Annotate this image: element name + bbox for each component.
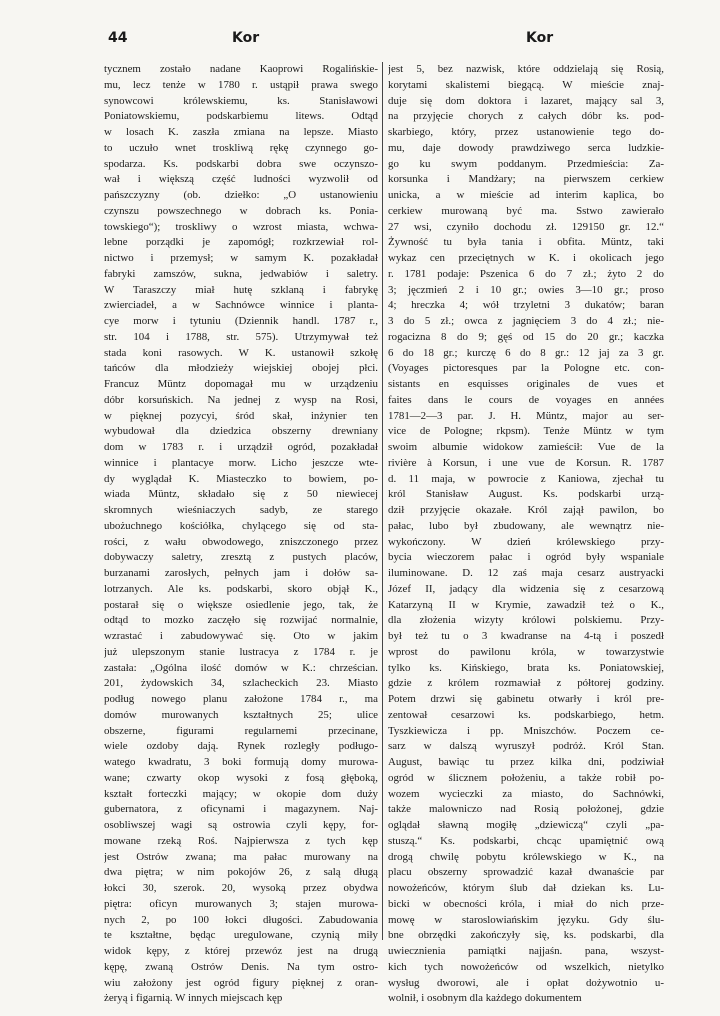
text-line: wybudował dla dziedzica obszerny drewniany	[104, 425, 378, 438]
text-line: obszerne, figurami regularnemi przecinane,	[104, 724, 378, 737]
text-line: stada koni rasowych. W K. ustanowił szkołę	[104, 346, 378, 359]
page-header	[0, 30, 720, 54]
text-line: 201, żydowskich 34, szlacheckich 23. Miasto	[104, 677, 378, 690]
text-line: domów murowanych kształtnych 25; ulice	[104, 708, 378, 721]
text-line: korytami skalistemi biegącą. W mieście znaj-	[388, 78, 664, 91]
text-line: dom w 1783 r. i urządził ogród, pozakładał	[104, 441, 378, 453]
text-line: kich tych nowożeńców od wszelkich, nietylko	[388, 960, 664, 973]
text-line: już ulepszonym stanie lustracya z 1784 r. je	[104, 645, 378, 658]
text-line: skromnych wieśniaczych sadyb, ze starego	[104, 504, 378, 516]
text-line: postarał się o większe osiedlenie jego, tak, że	[104, 598, 378, 611]
text-line: osobliwszej wagi są ostrowia czyli kępy, for-	[104, 819, 378, 831]
text-line: także malowniczo nad Rosią położonej, gdzie	[388, 803, 664, 816]
text-line: widok kępy, z której przewóz jest na drugą	[104, 945, 378, 957]
text-line: kształt forteczki mający; w okopie dom duży	[104, 787, 378, 800]
running-head-left: Kor	[232, 30, 260, 46]
text-line: synowcowi królewskiemu, ks. Stanisławowi	[104, 94, 378, 107]
text-line: kępę, zwaną Ostrów Denis. Na tym ostro-	[104, 960, 378, 973]
text-line: bne obrzędki zakończyły się, ks. podskarbi, dla	[388, 929, 664, 942]
text-line: łokci 30, szerok. 20, wysoką przez obydwa	[104, 882, 378, 894]
text-line: skarbiego, który, przez ustanowienie tego do-	[388, 126, 664, 138]
running-head-right: Kor	[526, 30, 554, 46]
text-line: pańszczyzny (ob. dziełko: „O ustanowieniu	[104, 189, 378, 201]
text-line: mowę w staroslowiańskim języku. Gdy ślu-	[388, 913, 664, 926]
text-line: król Stanisław August. Ks. podskarbi urzą-	[388, 488, 664, 501]
text-line: korsunka i Mandżary; na pierwszem cerkiew	[388, 173, 664, 186]
text-line: Francuz Müntz dopomagał mu w urządzeniu	[104, 378, 378, 390]
text-line: zwierciadeł, a w Sachnówce winnice i planta-	[104, 299, 378, 312]
text-line: na przyjęcie chorych z całych dóbr ks. pod-	[388, 110, 664, 123]
text-line: Potem drzwi się gabinetu otwarły i król pre-	[388, 693, 664, 705]
text-line: nych 2, po 100 łokci długości. Zabudowania	[104, 913, 378, 926]
text-line: żeryą i figarnią. W innych miejscach kęp	[104, 992, 283, 1005]
text-line: sarz w dalszą wyruszył podróż. Król Stan.	[388, 740, 664, 753]
text-line: ubożuchnego kościółka, chylącego się od sta-	[104, 519, 378, 532]
text-line: burzanami zarosłych, pełnych jam i dołów sa-	[104, 567, 378, 579]
text-line: swoim albumie widokow zamieścił: Vue de la	[388, 441, 664, 453]
text-line: dla złożenia wizyty królowi polskiemu. Przy-	[388, 614, 664, 627]
text-line: bicki w obecności króla, i miał do nich prze-	[388, 897, 664, 910]
text-line: jest Ostrów zwana; ma pałac murowany na	[104, 850, 378, 863]
text-line: w pięknej pozycyi, śród skał, inżynier ten	[104, 409, 378, 422]
text-line: wykończony. W dzień królewskiego przy-	[388, 535, 664, 548]
text-line: r. 1781 podaje: Pszenica 6 do 7 zł.; żyto 2 do	[388, 267, 664, 280]
text-line: lebne porządki je zapomógł; rozkrzewiał rol-	[104, 236, 378, 249]
text-line: (Voyages pictoresques par la Pologne etc. con-	[388, 362, 664, 375]
text-line: rości, z wału obwodowego, zniszczonego przez	[104, 535, 378, 548]
text-line: wykaz cen przeciętnych w K. i okolicach jego	[388, 252, 664, 264]
text-line: sistants en esquisses originales de vues et	[388, 378, 664, 390]
text-line: te kształtne, będąc uregulowane, czynią miły	[104, 929, 378, 942]
text-line: placu obszerny sprowadzić kazał dwanaście par	[388, 866, 664, 879]
text-line: cerkiew murowaną być ma. Sstwo zawierało	[388, 204, 664, 217]
text-line: drogą chwilę pobytu królewskiego w K., na	[388, 850, 664, 863]
text-line: gubernatora, z oficynami i magazynem. Naj-	[104, 803, 378, 816]
text-line: Żywność tu była tania i obfita. Müntz, taki	[388, 236, 664, 249]
text-line: cye morw i tytuniu (Dziennik handl. 1787 r.,	[104, 315, 378, 327]
text-line: 6 do 18 gr.; kurczę 6 do 8 gr.: 12 jaj za 3 gr.	[388, 346, 664, 359]
text-line: oglądał sławną mogiłę „dziewiczą“ czyli „pa-	[388, 819, 664, 831]
text-line: Józef II, jadący dla widzenia się z cesarzową	[388, 582, 664, 595]
text-line: mowane rzeką Roś. Najpierwsza z tych kęp	[104, 834, 378, 847]
text-line: August, bawiąc tu przez kilka dni, podziwiał	[388, 756, 664, 768]
text-line: dy wyglądał K. Miasteczko to bowiem, po-	[104, 472, 378, 485]
text-line: dził przyjęcie okazałe. Król zajął pawilon, bo	[388, 504, 664, 516]
text-line: piętra: oficyn murowanych 3; stajen murowa-	[104, 897, 378, 910]
text-line: dóbr korsuńskich. Na jednej z wysp na Rosi,	[104, 393, 378, 406]
text-line: mu, lecz tenże w 1780 r. ustąpił prawa swego	[104, 78, 378, 91]
text-line: 1781—2—3 par. J. H. Müntz, major au ser-	[388, 409, 664, 422]
text-line: d. 11 maja, w powrocie z Kaniowa, zjechał tu	[388, 472, 664, 485]
text-line: uwiecznienia pamiątki najjaśn. pana, wszyst-	[388, 945, 664, 957]
text-line: rogacizna 8 do 9; gęś od 15 do 20 gr.; kaczka	[388, 330, 664, 343]
text-line: bycia wieczorem pałac i ogród były wspaniale	[388, 551, 664, 564]
text-line: wane; czwarty okop wysoki z fosą głęboką,	[104, 771, 378, 784]
text-line: duje się dom doktora i lazaret, mający sal 3,	[388, 94, 664, 107]
text-line: zastała: „Ogólna ilość domów w K.: chrześcian.	[104, 661, 378, 674]
text-line: nictwo i przemysł; w samym K. pozakładał	[104, 252, 378, 264]
text-line: 27 wsi, czyniło dochodu zł. 129150 gr. 12.“	[388, 220, 664, 233]
text-line: dobywaczy saletry, zresztą z pustych placów,	[104, 551, 378, 564]
text-line: lotrzanych. Ale ks. podskarbi, skoro objął K.,	[104, 582, 378, 595]
text-line: Tyszkiewicza i pp. Mniszchów. Poczem ce-	[388, 724, 664, 737]
text-line: tycznem zostało nadane Kaoprowi Rogalińskie-	[104, 63, 378, 75]
text-line: ogród w ślicznem położeniu, a także robił po-	[388, 771, 664, 784]
text-line: wiele ozdoby dają. Rynek rozległy podługo-	[104, 740, 378, 753]
page-number: 44	[108, 30, 128, 46]
text-line: wprost do pawilonu króla, w towarzystwie	[388, 645, 664, 658]
text-line: dwa piętra; w nim pokojów 26, z salą długą	[104, 866, 378, 879]
text-line: pałac, lubo był zbudowany, ale wewnątrz nie-	[388, 519, 664, 532]
text-line: 3 do 5 zł.; owca z jagnięciem 3 do 4 zł.; nie-	[388, 315, 664, 327]
text-line: czynszu powszechnego w dobrach ks. Ponia-	[104, 204, 378, 217]
text-line: spodarza. Ks. podskarbi dobra swe oczynszo-	[104, 157, 378, 170]
text-line: wysług dworowi, ale i opłat dożywotnio u-	[388, 976, 664, 989]
text-line: gdzie z królem rozmawiał z półtorej godziny.	[388, 677, 664, 690]
text-line: to uczuło wnet troskliwą rękę czynnego go-	[104, 141, 378, 154]
text-line: był też tu o 3 kwadranse na 4-tą i poszedł	[388, 630, 664, 642]
text-line: odtąd to mozko zaczęło się rozwijać normalnie,	[104, 614, 378, 627]
text-line: wozem wycieczki za miasto, do Sachnówki,	[388, 787, 664, 800]
text-line: faites dans le cours de voyages en années	[388, 393, 664, 406]
text-line: watego kwadratu, 3 boki formują domy murowa-	[104, 756, 378, 768]
text-line: podług nowego planu założone 1784 r., ma	[104, 693, 378, 705]
text-line: fabryki zamszów, sukna, jedwabiów i saletry.	[104, 267, 378, 280]
text-line: w losach K. zaszła zmiana na lepsze. Miasto	[104, 126, 378, 138]
text-line: unicka, a w mieście ad interim kaplica, bo	[388, 189, 664, 201]
text-line: 3; jęczmień 2 i 10 gr.; owies 3—10 gr.; proso	[388, 283, 664, 296]
text-line: go ku swym poddanym. Przedmieścia: Za-	[388, 157, 664, 170]
text-line: tańców dla młodzieży wiejskiej obojej płci.	[104, 362, 378, 375]
text-line: jest 5, bez nazwisk, które oddzielają się Rosią,	[388, 63, 664, 75]
left-text-column	[104, 62, 378, 1007]
text-line: zentował cesarzowi ks. podskarbiego, hetm.	[388, 708, 664, 721]
text-line: wzrastać i zabudowywać się. Oto w jakim	[104, 630, 378, 642]
text-line: vice de Pologne; rkpsm). Tenże Müntz w tym	[388, 425, 664, 438]
text-line: Katarzyną II w Krymie, zawadził też o K.,	[388, 598, 664, 611]
text-line: mu, daje dowody prawdziwego serca ludzkie-	[388, 141, 664, 154]
text-line: iluminowane. D. 12 zaś maja cesarz austryacki	[388, 567, 664, 579]
text-line: wolnił, i osobnym dla każdego dokumentem	[388, 992, 582, 1005]
text-line: nowożeńców, którym ślub dał dziekan ks. Lu-	[388, 882, 664, 894]
column-divider	[382, 62, 383, 940]
text-line: wiu założony jest ogród figury pięknej z oran-	[104, 976, 378, 989]
text-line: winnice i plantacye morw. Licho jeszcze wte-	[104, 456, 378, 469]
text-line: 4; hreczka 4; wół trzyletni 3 dukatów; baran	[388, 299, 664, 312]
text-line: wiada Müntz, składało się z 50 niewiecej	[104, 488, 378, 501]
text-line: wał i większą część ludności wyzwolił od	[104, 173, 378, 186]
text-line: rivière à Korsun, i une vue de Korsun. R. 1787	[388, 456, 664, 469]
text-line: W Taraszczy miał hutę szklaną i fabrykę	[104, 283, 378, 296]
text-line: Poniatowskiemu, podskarbiemu litews. Odtąd	[104, 110, 378, 123]
text-line: stuszą.“ Ks. podskarbi, chcąc upamiętnić ową	[388, 834, 664, 847]
text-line: towskiego“); troskliwy o wzrost miasta, wchwa-	[104, 220, 378, 233]
text-line: tylko ks. Kińskiego, brata ks. Poniatowskiej,	[388, 661, 664, 674]
text-line: str. 104 i 1788, str. 575). Utrzymywał też	[104, 330, 378, 343]
right-text-column	[388, 62, 664, 1007]
